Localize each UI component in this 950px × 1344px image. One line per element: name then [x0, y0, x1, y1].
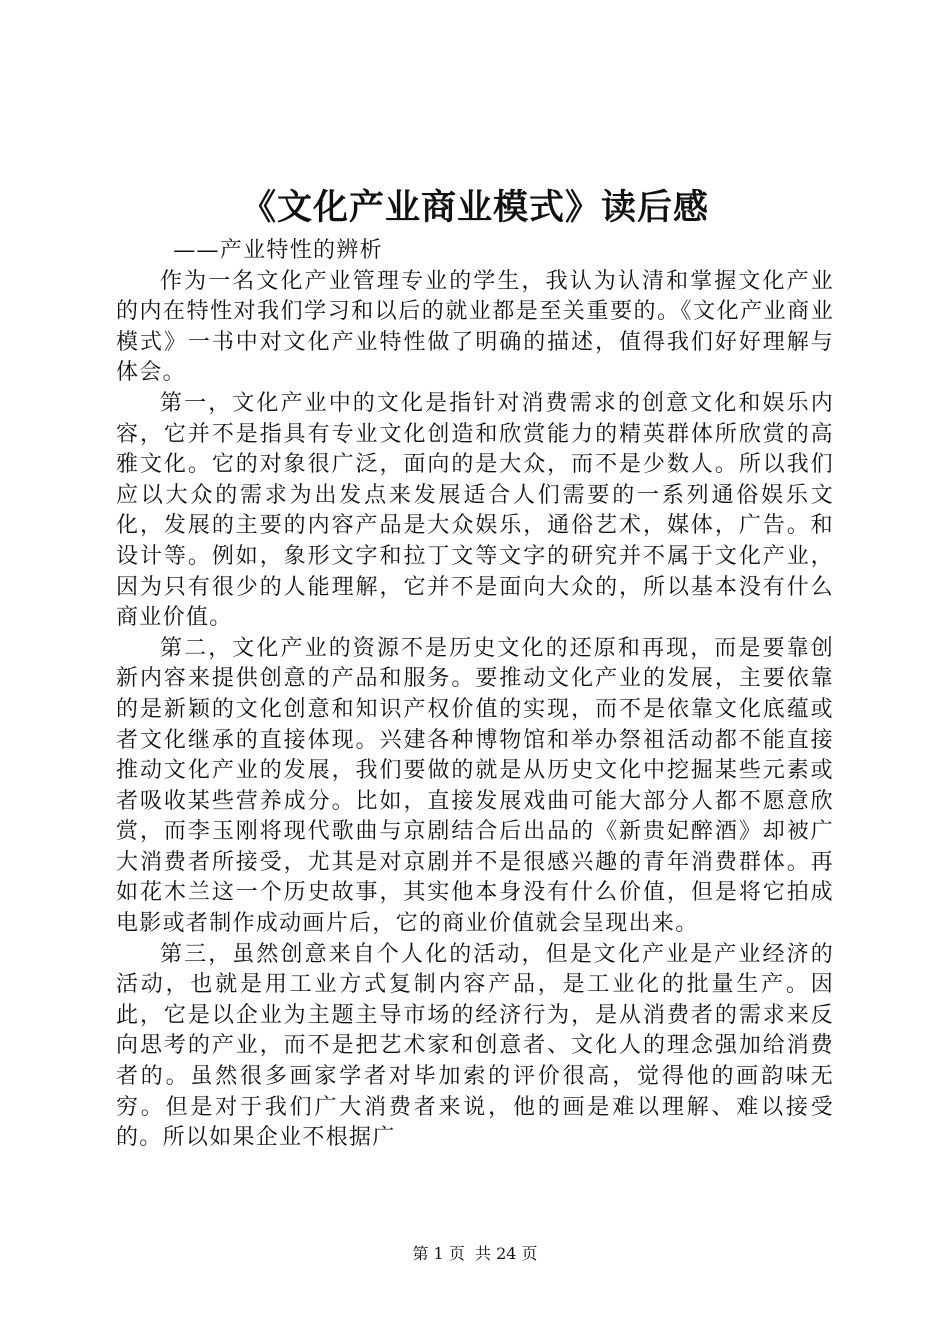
paragraph-4: 第三，虽然创意来自个人化的活动，但是文化产业是产业经济的活动，也就是用工业方式复制内容产品，是工业化的批量生产。因此，它是以企业为主题主导市场的经济行为，是从消费者的需求来反向思考的产业，而不是把艺术家和创意者、文化人的理念强加给消费者的。虽然很多画家学者对毕加索的评价很高，觉得他的画韵味无穷。但是对于我们广大消费者来说，他的画是难以理解、难以接受的。所以如果企业不根据广: [116, 941, 834, 1151]
paragraph-1: 作为一名文化产业管理专业的学生，我认为认清和掌握文化产业的内在特性对我们学习和以后的就业都是至关重要的。《文化产业商业模式》一书中对文化产业特性做了明确的描述，值得我们好好理解与体会。: [116, 268, 834, 386]
page-footer: [0, 1243, 950, 1265]
paragraph-3: 第二，文化产业的资源不是历史文化的还原和再现，而是要靠创新内容来提供创意的产品和服务。要推动文化产业的发展，主要依靠的是新颖的文化创意和知识产权价值的实现，而不是依靠文化底蕴或者文化继承的直接体现。兴建各种博物馆和举办祭祖活动都不能直接推动文化产业的发展，我们要做的就是从历史文化中挖掘某些元素或者吸收某些营养成分。比如，直接发展戏曲可能大部分人都不愿意欣赏，而李玉刚将现代歌曲与京剧结合后出品的《新贵妃醉酒》却被广大消费者所接受，尤其是对京剧并不是很感兴趣的青年消费群体。再如花木兰这一个历史故事，其实他本身没有什么价值，但是将它拍成电影或者制作成动画片后，它的商业价值就会呈现出来。: [116, 635, 834, 937]
document-body: [116, 236, 834, 1154]
document-title: 《文化产业商业模式》读后感: [240, 188, 709, 228]
paragraph-2: 第一，文化产业中的文化是指针对消费需求的创意文化和娱乐内容，它并不是指具有专业文化创造和欣赏能力的精英群体所欣赏的高雅文化。它的对象很广泛，面向的是大众，而不是少数人。所以我们应以大众的需求为出发点来发展适合人们需要的一系列通俗娱乐文化，发展的主要的内容产品是大众娱乐，通俗艺术，媒体，广告。和设计等。例如，象形文字和拉丁文等文字的研究并不属于文化产业，因为只有很少的人能理解，它并不是面向大众的，所以基本没有什么商业价值。: [116, 390, 834, 631]
page-number: 第 1 页 共 24 页: [412, 1244, 538, 1263]
document-subtitle: ——产业特性的辨析: [173, 238, 383, 263]
